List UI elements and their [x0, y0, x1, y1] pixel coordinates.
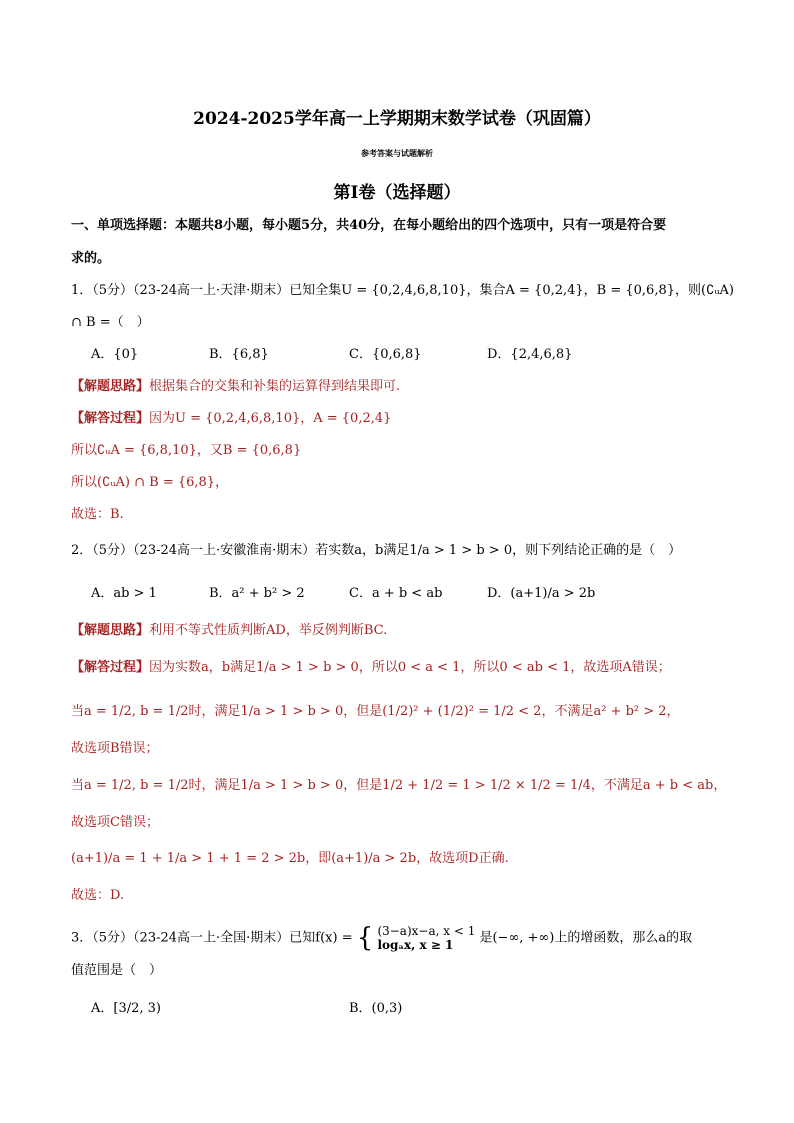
- q1-process-3: 所以(∁ᵤA) ∩ B = {6,8}，: [71, 475, 229, 490]
- q2-process-6: (a+1)/a = 1 + 1/a > 1 + 1 = 2 > 2b，即(a+1)/a > 2b，故选项D正确.: [71, 851, 509, 866]
- q3-stem-lead: 3．（5分）（23-24高一上·全国·期末）已知f(x) =: [71, 930, 353, 946]
- q2-option-d: D．(a+1)/a > 2b: [487, 586, 596, 601]
- q1-idea-tag: 【解题思路】: [71, 379, 150, 394]
- q1-idea-text: 根据集合的交集和补集的运算得到结果即可.: [149, 379, 401, 394]
- q2-idea-tag: 【解题思路】: [71, 623, 150, 638]
- q3-piece-2: logₐx, x ≥ 1: [377, 938, 454, 952]
- q1-process-2: 所以∁ᵤA = {6,8,10}，又B = {0,6,8}: [71, 443, 302, 458]
- q3-option-a: A．[3/2, 3): [91, 1001, 161, 1016]
- q2-process-2: 当a = 1/2, b = 1/2时，满足1/a > 1 > b > 0，但是(1/2)² + (1/2)² = 1/2 < 2，不满足a² + b² > 2，: [71, 704, 680, 719]
- q1-answer: 故选：B.: [71, 507, 124, 522]
- q2-stem: 2．（5分）（23-24高一上·安徽淮南·期末）若实数a，b满足1/a > 1 > b > 0，则下列结论正确的是（ ）: [71, 543, 682, 558]
- q2-process-5: 故选项C错误；: [71, 815, 159, 830]
- q2-process-text-1: 因为实数a，b满足1/a > 1 > b > 0，所以0 < a < 1，所以0 < ab < 1，故选项A错误；: [149, 660, 671, 675]
- q2-idea: [71, 622, 731, 640]
- q2-process-3: 故选项B错误；: [71, 741, 159, 756]
- q3-stem-tail: 是(−∞, +∞)上的增函数，那么a的取: [479, 930, 693, 946]
- q1-stem-line-1: 1．（5分）（23-24高一上·天津·期末）已知全集U = {0,2,4,6,8,10}，集合A = {0,2,4}，B = {0,6,8}，则(∁ᵤA): [71, 283, 734, 298]
- q1-stem-line-2: ∩ B =（ ）: [71, 315, 150, 330]
- q2-process-4: 当a = 1/2, b = 1/2时，满足1/a > 1 > b > 0，但是1/2 + 1/2 = 1 > 1/2 × 1/2 = 1/4，不满足a + b < ab，: [71, 778, 727, 793]
- q3-stem-line-1: [71, 924, 731, 952]
- q1-process-1: [71, 410, 731, 428]
- q1-option-d: D．{2,4,6,8}: [487, 347, 573, 362]
- q3-stem-line-2: 值范围是（ ）: [71, 963, 163, 978]
- q2-answer: 故选：D.: [71, 888, 125, 903]
- q1-option-c: C．{0,6,8}: [349, 347, 422, 362]
- q2-process-tag: 【解答过程】: [71, 660, 150, 675]
- q1-idea: [71, 378, 731, 396]
- q1-process-text-1: 因为U = {0,2,4,6,8,10}，A = {0,2,4}: [149, 411, 392, 426]
- q3-brace: {: [356, 923, 374, 953]
- q3-piece-1: (3−a)x−a, x < 1: [377, 924, 476, 938]
- q1-option-b: B．{6,8}: [209, 347, 269, 362]
- instructions-line-1: 一、单项选择题：本题共8小题，每小题5分，共40分，在每小题给出的四个选项中，只有一项是符合要: [71, 218, 667, 233]
- page-subtitle: 参考答案与试题解析: [361, 148, 433, 158]
- q1-process-tag: 【解答过程】: [71, 411, 150, 426]
- q3-option-b: B．(0,3): [349, 1001, 403, 1016]
- q2-option-c: C．a + b < ab: [349, 586, 443, 601]
- instructions-line-2: 求的。: [71, 251, 111, 266]
- q2-idea-text: 利用不等式性质判断AD，举反例判断BC.: [149, 623, 388, 638]
- q3-piecewise: [377, 924, 475, 952]
- section-heading: 第Ⅰ卷（选择题）: [333, 183, 461, 203]
- q2-option-b: B．a² + b² > 2: [209, 586, 305, 601]
- q2-process-1: [71, 659, 731, 677]
- q1-option-a: A．{0}: [91, 347, 139, 362]
- q2-option-a: A．ab > 1: [91, 586, 157, 601]
- page-title: 2024-2025学年高一上学期期末数学试卷（巩固篇）: [193, 109, 601, 129]
